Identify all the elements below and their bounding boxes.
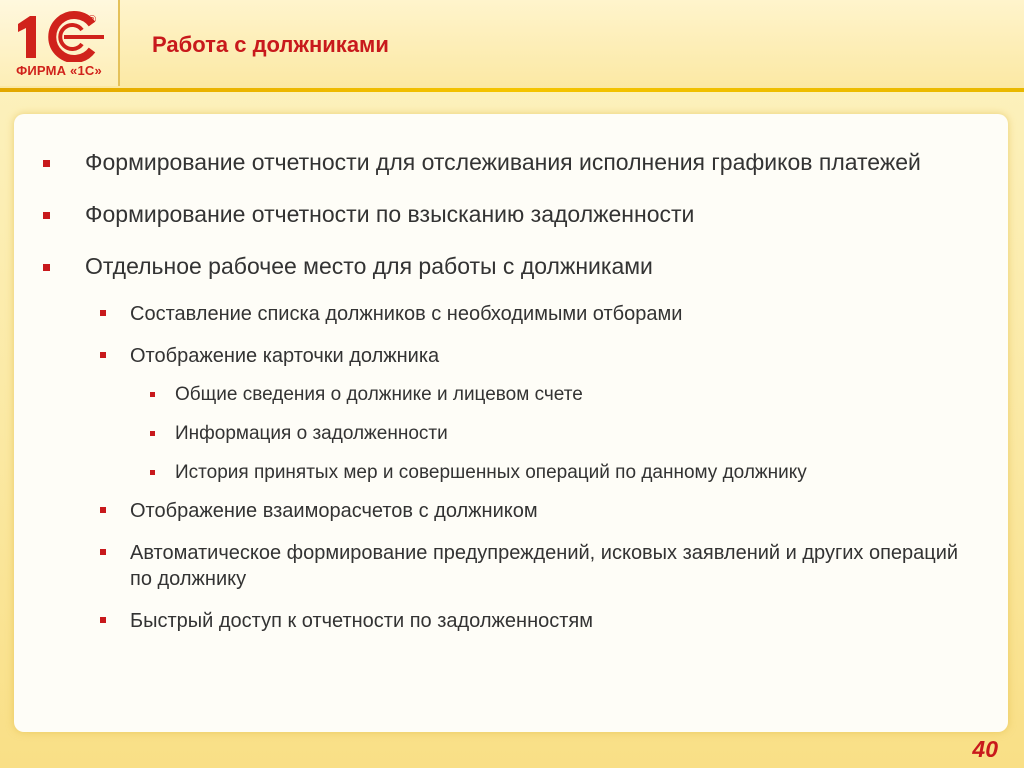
sub-sub-bullet-text: Информация о задолженности xyxy=(175,423,448,444)
square-bullet-icon xyxy=(100,617,106,623)
sub-bullet-item xyxy=(14,608,974,634)
square-bullet-icon xyxy=(100,352,106,358)
sub-bullet-item xyxy=(14,498,974,524)
sub-sub-bullet-text: История принятых мер и совершенных операций по данному должнику xyxy=(175,462,807,483)
page-number: 40 xyxy=(972,736,998,762)
bullet-text: Отдельное рабочее место для работы с должниками xyxy=(85,253,653,279)
sub-bullet-item xyxy=(14,540,974,592)
square-bullet-icon xyxy=(100,310,106,316)
sub-bullet-text: Быстрый доступ к отчетности по задолженностям xyxy=(130,610,593,632)
square-bullet-icon xyxy=(100,549,106,555)
bullet-item xyxy=(14,252,974,634)
sub-bullet-text: Составление списка должников с необходимыми отборами xyxy=(130,303,683,325)
sub-bullet-list xyxy=(85,301,974,634)
bullet-item xyxy=(14,200,974,229)
sub-bullet-text: Отображение карточки должника xyxy=(130,345,440,367)
bullet-text: Формирование отчетности для отслеживания исполнения графиков платежей xyxy=(85,149,921,175)
sub-sub-bullet-item xyxy=(14,461,974,484)
sub-sub-bullet-item xyxy=(14,383,974,406)
content-panel xyxy=(14,114,1008,732)
sub-sub-bullet-list xyxy=(130,383,974,484)
square-bullet-icon xyxy=(100,507,106,513)
bullet-item xyxy=(14,148,974,177)
square-bullet-icon xyxy=(43,212,50,219)
square-bullet-icon xyxy=(150,431,155,436)
square-bullet-icon xyxy=(43,160,50,167)
sub-sub-bullet-item xyxy=(14,422,974,445)
sub-bullet-item xyxy=(14,343,974,484)
company-logo xyxy=(0,0,120,86)
sub-sub-bullet-text: Общие сведения о должнике и лицевом счете xyxy=(175,384,583,405)
slide-title: Работа с должниками xyxy=(152,32,389,57)
sub-bullet-text: Отображение взаиморасчетов с должником xyxy=(130,500,538,522)
square-bullet-icon xyxy=(150,470,155,475)
registered-mark: ® xyxy=(88,14,97,26)
sub-bullet-item xyxy=(14,301,974,327)
square-bullet-icon xyxy=(150,392,155,397)
square-bullet-icon xyxy=(43,264,50,271)
bullet-list xyxy=(14,148,974,650)
sub-bullet-text: Автоматическое формирование предупреждений, исковых заявлений и других операций по должнику xyxy=(130,542,959,590)
slide-header xyxy=(0,0,1024,92)
header-divider xyxy=(0,88,1024,92)
bullet-text: Формирование отчетности по взысканию задолженности xyxy=(85,201,695,227)
logo-caption: ФИРМА «1С» xyxy=(16,63,102,78)
